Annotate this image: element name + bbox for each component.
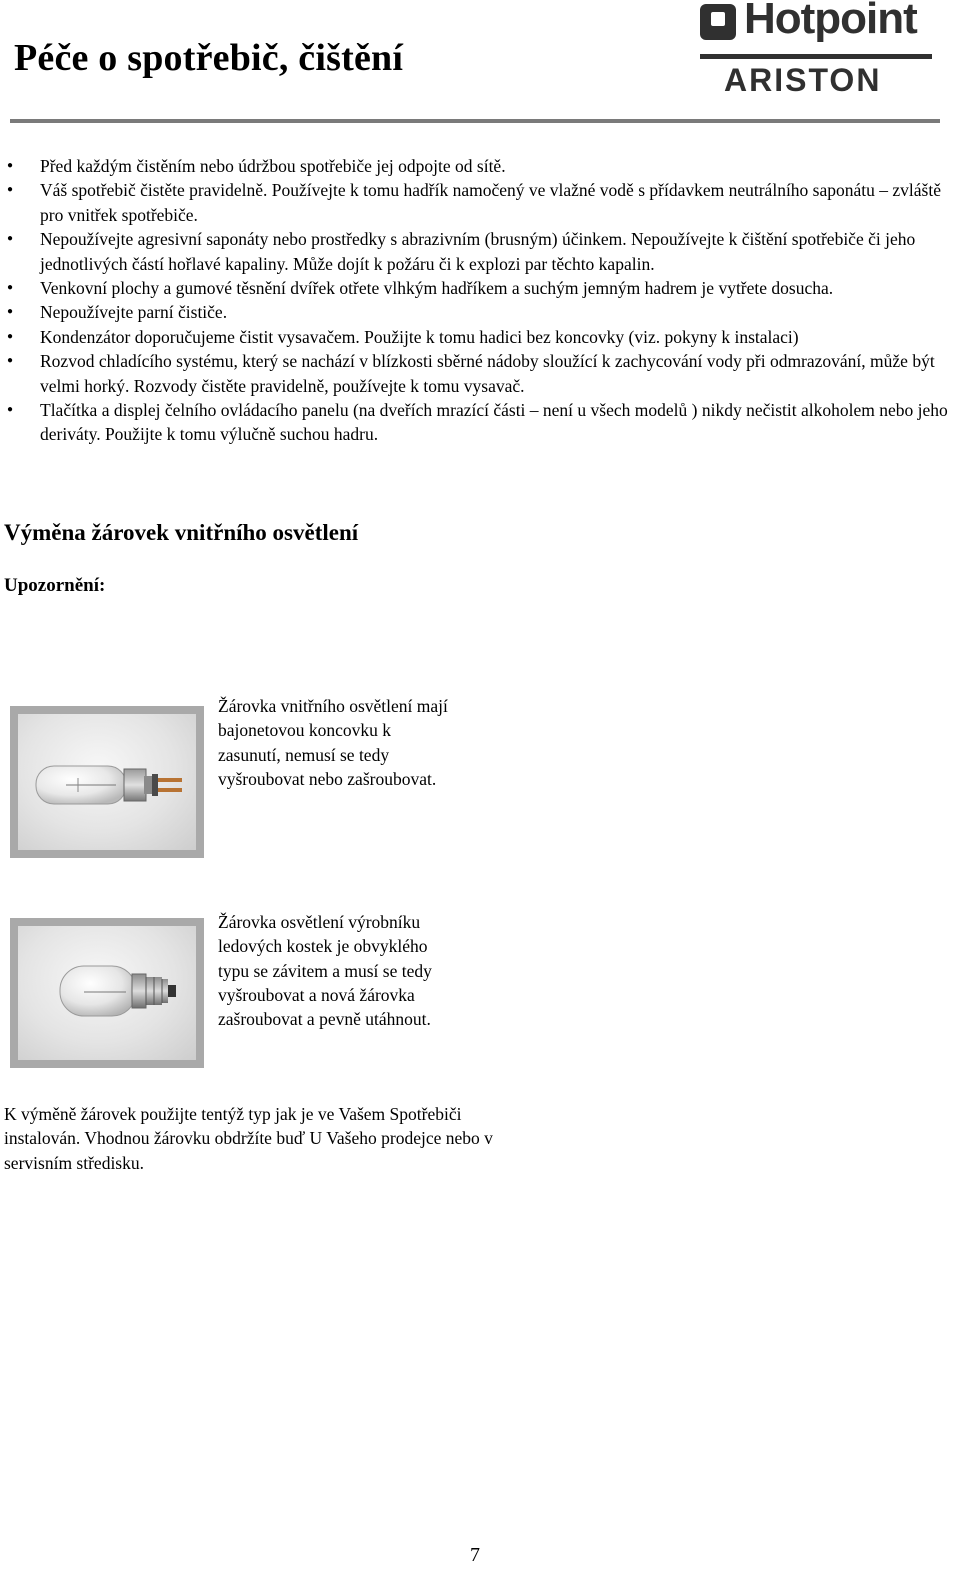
list-item: ● Nepoužívejte agresivní saponáty nebo prostředky s abrazivním (brusným) účinkem. Nepoužívejte k čištění spotřebiče či jeho jednotlivých částí hořlavé kapaliny. Může dojít k požáru či k explozi par těchto kapalin. [0, 227, 960, 276]
brand-logo [700, 0, 948, 100]
list-item: ● Kondenzátor doporučujeme čistit vysavačem. Použijte k tomu hadici bez koncovky (viz. pokyny k instalaci) [0, 325, 960, 349]
care-instructions-list [0, 154, 960, 447]
bayonet-bulb-caption: Žárovka vnitřního osvětlení mají bajonetovou koncovku k zasunutí, nemusí se tedy vyšroubovat nebo zašroubovat. [218, 696, 448, 789]
list-item: ● Tlačítka a displej čelního ovládacího panelu (na dveřích mrazící části – není u všech modelů ) nikdy nečistit alkoholem nebo jeho deriváty. Použijte k tomu výlučně suchou hadru. [0, 398, 960, 447]
logo-bar [700, 54, 932, 59]
list-item: ● Nepoužívejte parní čističe. [0, 300, 960, 324]
list-item: ● Rozvod chladícího systému, který se nachází v blízkosti sběrné nádoby sloužící k zachycování vody při odmrazování, může být velmi horký. Rozvody čistěte pravidelně, používejte k tomu vysavač. [0, 349, 960, 398]
list-item: ● Váš spotřebič čistěte pravidelně. Používejte k tomu hadřík namočený ve vlažné vodě s přídavkem neutrálního saponátu – zvláště pro vnitřek spotřebiče. [0, 178, 960, 227]
screw-bulb-photo [10, 918, 204, 1068]
page-number: 7 [470, 1544, 480, 1566]
logo-line1: Hotpoint [744, 0, 917, 43]
warning-label: Upozornění: [4, 575, 106, 596]
bayonet-bulb-icon [18, 714, 196, 850]
section-heading: Výměna žárovek vnitřního osvětlení [4, 520, 359, 545]
header-rule [10, 119, 940, 123]
replacement-note: K výměně žárovek použijte tentýž typ jak je ve Vašem Spotřebiči instalován. Vhodnou žárovku obdržíte buď U Vašeho prodejce nebo v servisním středisku. [4, 1104, 493, 1173]
screw-bulb-caption: Žárovka osvětlení výrobníku ledových kostek je obvyklého typu se závitem a musí se tedy vyšroubovat a nová žárovka zašroubovat a pevně utáhnout. [218, 912, 432, 1030]
list-item: ● Před každým čistěním nebo údržbou spotřebiče jej odpojte od sítě. [0, 154, 960, 178]
page-title: Péče o spotřebič, čištění [14, 37, 404, 79]
list-item: ● Venkovní plochy a gumové těsnění dvířek otřete vlhkým hadříkem a suchým jemným hadrem je vytřete dosucha. [0, 276, 960, 300]
hotpoint-mark-icon [700, 4, 736, 40]
logo-line2: ARISTON [724, 62, 882, 98]
screw-bulb-icon [18, 926, 196, 1060]
bayonet-bulb-photo [10, 706, 204, 858]
